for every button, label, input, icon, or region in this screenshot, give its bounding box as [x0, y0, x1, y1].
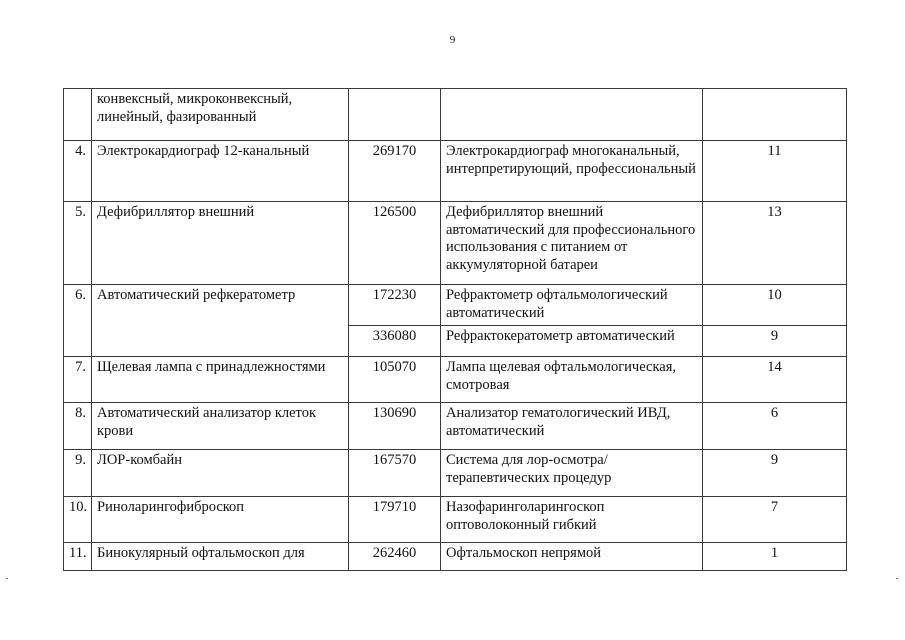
equipment-name: конвексный, микроконвексный, линейный, фазированный	[92, 89, 349, 141]
quantity: 11	[703, 141, 847, 202]
table-row	[64, 141, 847, 202]
equipment-name: ЛОР-комбайн	[92, 450, 349, 497]
table-row	[64, 357, 847, 403]
row-number: 11.	[64, 543, 92, 571]
nomenclature-description: Рефрактометр офтальмологический автоматический	[441, 285, 703, 326]
row-number: 6.	[64, 285, 92, 357]
nomenclature-description: Система для лор-осмотра/терапевтических процедур	[441, 450, 703, 497]
row-number: 9.	[64, 450, 92, 497]
equipment-name: Автоматический рефкератометр	[92, 285, 349, 357]
table-row	[64, 450, 847, 497]
equipment-name: Электрокардиограф 12-канальный	[92, 141, 349, 202]
equipment-name: Риноларингофиброскоп	[92, 497, 349, 543]
quantity: 6	[703, 403, 847, 450]
quantity: 7	[703, 497, 847, 543]
page-number: 9	[449, 34, 456, 46]
table-row	[64, 89, 847, 141]
row-number: 8.	[64, 403, 92, 450]
nomenclature-code: 126500	[349, 202, 441, 285]
nomenclature-description: Назофаринголарингоскоп оптоволоконный гибкий	[441, 497, 703, 543]
nomenclature-code: 179710	[349, 497, 441, 543]
nomenclature-description	[441, 89, 703, 141]
quantity: 9	[703, 326, 847, 357]
nomenclature-description: Анализатор гематологический ИВД, автоматический	[441, 403, 703, 450]
row-number: 7.	[64, 357, 92, 403]
row-number	[64, 89, 92, 141]
quantity: 13	[703, 202, 847, 285]
equipment-table	[63, 88, 847, 571]
equipment-name: Дефибриллятор внешний	[92, 202, 349, 285]
nomenclature-code: 167570	[349, 450, 441, 497]
table-row	[64, 285, 847, 326]
nomenclature-code: 172230	[349, 285, 441, 326]
nomenclature-description: Рефрактокератометр автоматический	[441, 326, 703, 357]
row-number: 10.	[64, 497, 92, 543]
nomenclature-code: 262460	[349, 543, 441, 571]
row-number: 5.	[64, 202, 92, 285]
quantity: 10	[703, 285, 847, 326]
nomenclature-code: 269170	[349, 141, 441, 202]
table-row	[64, 543, 847, 571]
quantity	[703, 89, 847, 141]
nomenclature-description: Электрокардиограф многоканальный, интерпретирующий, профессиональный	[441, 141, 703, 202]
equipment-name: Щелевая лампа с принадлежностями	[92, 357, 349, 403]
table-row	[64, 403, 847, 450]
nomenclature-code	[349, 89, 441, 141]
table-row	[64, 202, 847, 285]
scan-margin-mark-left	[6, 578, 8, 579]
nomenclature-description: Офтальмоскоп непрямой	[441, 543, 703, 571]
quantity: 14	[703, 357, 847, 403]
row-number: 4.	[64, 141, 92, 202]
nomenclature-code: 105070	[349, 357, 441, 403]
equipment-name: Автоматический анализатор клеток крови	[92, 403, 349, 450]
nomenclature-code: 130690	[349, 403, 441, 450]
equipment-name: Бинокулярный офтальмоскоп для	[92, 543, 349, 571]
nomenclature-code: 336080	[349, 326, 441, 357]
quantity: 9	[703, 450, 847, 497]
quantity: 1	[703, 543, 847, 571]
scan-margin-mark-right	[896, 578, 898, 579]
nomenclature-description: Лампа щелевая офтальмологическая, смотровая	[441, 357, 703, 403]
table-row	[64, 497, 847, 543]
nomenclature-description: Дефибриллятор внешний автоматический для профессионального использования с питанием от аккумуляторной батареи	[441, 202, 703, 285]
